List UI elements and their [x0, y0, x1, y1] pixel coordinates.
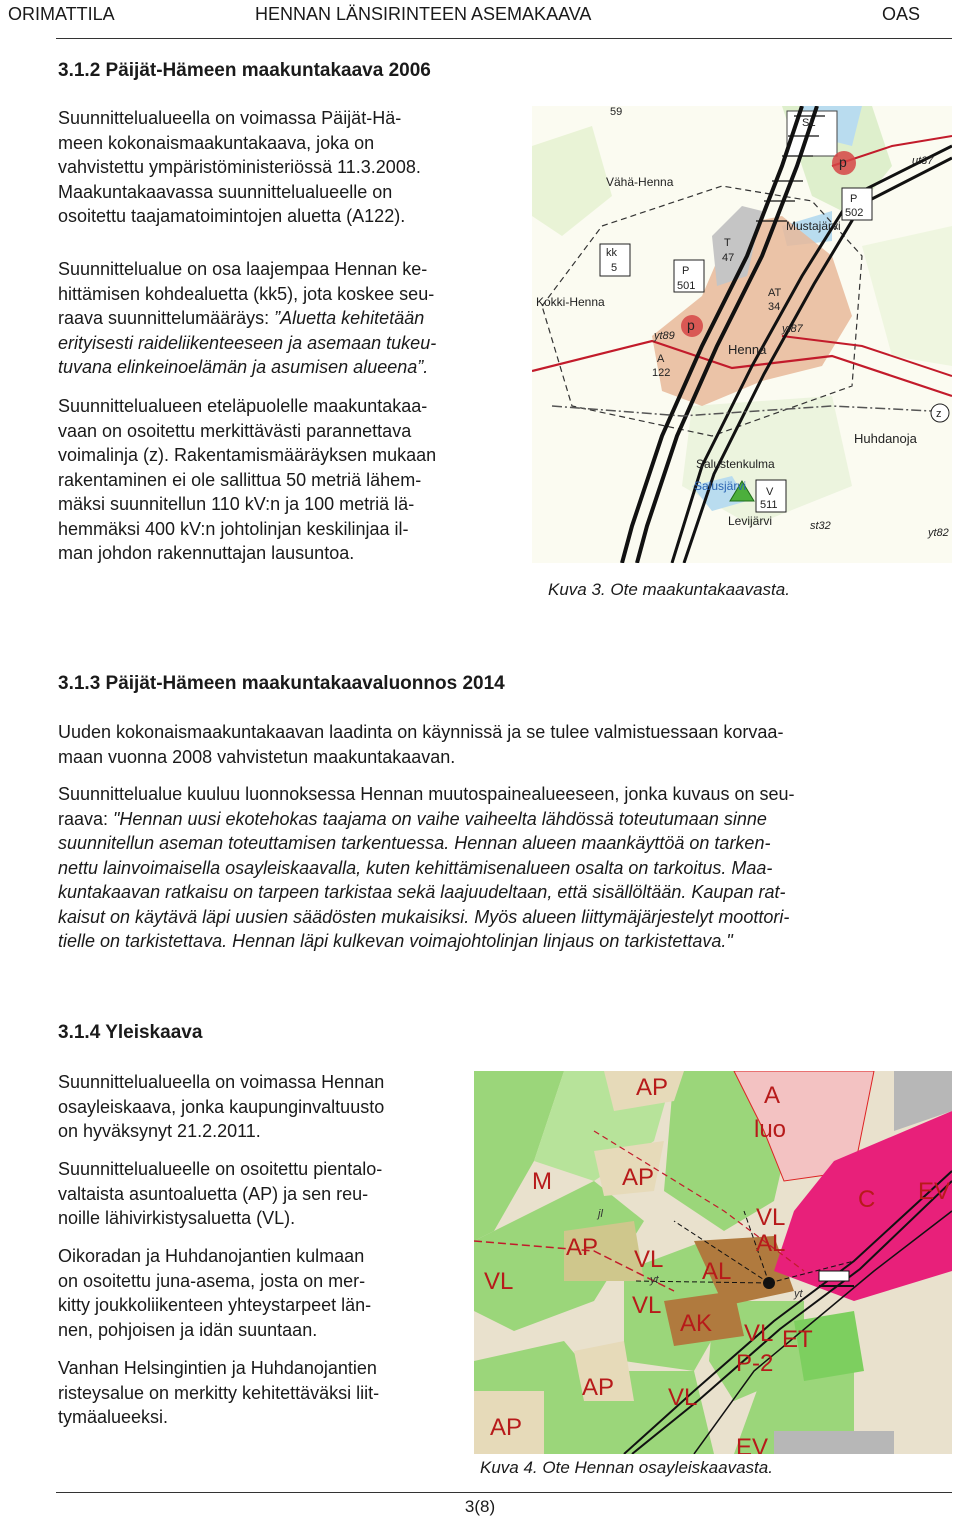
text-line: [58, 856, 948, 881]
map-label-salusjarvi: Salusjärvi: [694, 479, 747, 493]
text-line: valtaista asuntoaluetta (AP) ja sen reu-: [58, 1183, 369, 1204]
italic-quote: ”Aluetta kehitetään: [274, 308, 425, 328]
text-line: man johdon rakennuttajan lausuntoa.: [58, 543, 355, 563]
map-label-yt87: yt87: [782, 323, 803, 335]
map-label-at34: 34: [768, 301, 781, 313]
map-label-vaha-henna: Vähä-Henna: [606, 175, 674, 189]
text-line: nen, pohjoisen ja idän suuntaan.: [58, 1319, 318, 1340]
map2-label-ap-1: AP: [636, 1074, 669, 1101]
map-label-t: T: [724, 237, 731, 249]
text-line: risteysalue on merkitty kehitettäväksi liit-: [58, 1382, 380, 1403]
paragraph-s1-p1: [58, 106, 528, 229]
map-label-mustajarvi: Mustajärvi: [786, 219, 841, 233]
map-label-huhdanoja: Huhdanoja: [854, 431, 917, 446]
footer-rule: [56, 1492, 952, 1493]
header-plan-title: HENNAN LÄNSIRINTEEN ASEMAKAAVA: [255, 4, 592, 24]
italic-quote: suunnitellun aseman toteuttamisen tarkentuessa. Hennan alueen maankäyttöä on tarken-: [58, 833, 771, 853]
section-heading-3-1-3: 3.1.3 Päijät-Hämeen maakuntakaavaluonnos 2014: [58, 673, 505, 694]
text-line: hemmäksi 400 kV:n johtolinjan keskilinjaa il-: [58, 518, 409, 539]
map-label-59: 59: [610, 106, 623, 118]
map2-label-ap-2: AP: [622, 1164, 655, 1191]
text-line: vaan on osoitettu merkittävästi parannettava: [58, 420, 412, 441]
text-line: tymäalueeksi.: [58, 1407, 169, 1427]
text-span: raava:: [58, 808, 114, 829]
text-line: Suunnittelualueelle on osoitettu pientalo-: [58, 1159, 383, 1179]
paragraph-s2-p1: [58, 720, 948, 769]
page-header: [0, 0, 960, 40]
map2-label-yt-2: yt: [794, 1288, 803, 1300]
text-span: Suunnittelualue kuuluu luonnoksessa Hennan muutospainealueeseen, jonka kuvaus on seu-: [58, 784, 795, 804]
header-rule: [56, 38, 952, 39]
map2-label-ak: AK: [680, 1310, 713, 1337]
text-line: on osoitettu juna-asema, josta on mer-: [58, 1270, 366, 1291]
map2-label-luo: luo: [754, 1116, 787, 1143]
map2-label-c: C: [858, 1186, 876, 1213]
text-line: rakentaminen ei ole sallittua 50 metriä lähem-: [58, 469, 422, 490]
section-heading-3-1-4: 3.1.4 Yleiskaava: [58, 1022, 203, 1043]
header-doc-type: OAS: [882, 4, 921, 24]
map2-label-al-1: AL: [702, 1258, 732, 1285]
map2-label-jl: jl: [598, 1208, 603, 1220]
map-label-yt82: yt82: [928, 527, 949, 539]
text-line: vahvistettu ympäristöministeriössä 11.3.2008.: [58, 157, 421, 177]
text-line: Suunnittelualueella on voimassa Hennan: [58, 1072, 385, 1092]
text-line: voimalinja (z). Rakentamismääräyksen mukaan: [58, 445, 437, 465]
map-label-p-north: p: [839, 154, 847, 170]
text-line: [58, 807, 948, 832]
text-line: Maakuntakaavassa suunnittelualueelle on: [58, 181, 393, 202]
map2-label-et: ET: [782, 1326, 813, 1353]
map-label-a122: 122: [652, 367, 671, 379]
master-plan-map: [474, 1071, 952, 1454]
text-line: [58, 905, 948, 930]
text-span: raava suunnittelumääräys:: [58, 308, 275, 328]
map-label-t47: 47: [722, 252, 735, 264]
regional-plan-map: [532, 106, 952, 563]
map-label-p501-number: 501: [677, 280, 696, 292]
map-label-p502-number: 502: [845, 207, 864, 219]
text-line: [58, 782, 948, 807]
paragraph-s3-p3: [58, 1244, 468, 1342]
text-line: [58, 355, 528, 380]
figure-caption-4: Kuva 4. Ote Hennan osayleiskaavasta.: [480, 1458, 773, 1477]
text-line: noille lähivirkistysaluetta (VL).: [58, 1208, 296, 1228]
text-line: [58, 306, 528, 331]
map-label-p502-letter: P: [850, 193, 858, 205]
map-label-ut37: ut37: [912, 155, 934, 167]
map-label-kokki-henna: Kokki-Henna: [536, 295, 605, 309]
italic-quote: tuvana elinkeinoelämän ja asumisen alueena”.: [58, 357, 429, 377]
text-line: kitty joukkoliikenteen yhteystarpeet län-: [58, 1295, 372, 1315]
map-label-p-station: p: [687, 317, 695, 333]
map-label-v: V: [766, 486, 774, 498]
figure-caption-3: Kuva 3. Ote maakuntakaavasta.: [548, 580, 790, 599]
text-line: Suunnittelualueen eteläpuolelle maakuntakaa-: [58, 396, 428, 416]
map2-label-vl-3: VL: [484, 1268, 514, 1295]
text-line: osayleiskaava, jonka kaupunginvaltuusto: [58, 1096, 385, 1117]
map2-label-ap-3: AP: [566, 1234, 599, 1261]
map-label-st32: st32: [810, 520, 831, 532]
section-heading-3-1-2: 3.1.2 Päijät-Hämeen maakuntakaava 2006: [58, 60, 431, 81]
map2-label-vl-2: VL: [634, 1246, 664, 1273]
italic-quote: nettu lainvoimaisella osayleiskaavalla, kuten kehittämisenalueen osalta on tarkoitus. Maa-: [58, 857, 773, 878]
map-label-z: z: [936, 408, 942, 420]
text-line: [58, 257, 528, 282]
italic-quote: "Hennan uusi ekotehokas taajama on vaihe vaiheelta lähdössä toteutumaan sinne: [113, 808, 767, 829]
map2-label-vl-6: VL: [668, 1384, 698, 1411]
text-line: [58, 331, 528, 356]
map-label-v511: 511: [760, 499, 778, 511]
map2-label-al-2: AL: [756, 1230, 786, 1257]
italic-quote: kuntakaavan ratkaisu on tarpeen tarkistaa sekä laajuudeltaan, että sisällöltään. Kaupan rat-: [58, 882, 786, 902]
header-municipality: ORIMATTILA: [8, 4, 115, 24]
map2-label-m: M: [532, 1168, 552, 1195]
map2-label-yt-1: yt: [650, 1274, 659, 1286]
map2-label-vl-1: VL: [756, 1204, 786, 1231]
paragraph-s3-p2: [58, 1157, 468, 1231]
paragraph-s3-p1: [58, 1070, 468, 1144]
text-line: maan vuonna 2008 vahvistetun maakuntakaavan.: [58, 746, 456, 767]
map2-label-ap-4: AP: [582, 1374, 615, 1401]
text-line: Oikoradan ja Huhdanojantien kulmaan: [58, 1246, 365, 1266]
text-line: Suunnittelualueella on voimassa Päijät-Hä-: [58, 108, 402, 128]
italic-quote: kaisut on käytävä läpi uusien säädösten mukaisiksi. Myös alueen liittymäjärjestelyt moottori-: [58, 906, 790, 927]
map-label-yt89: yt89: [654, 330, 675, 342]
text-line: [58, 929, 948, 954]
map-label-sl: SL: [802, 117, 816, 129]
text-line: Vanhan Helsingintien ja Huhdanojantien: [58, 1358, 377, 1378]
text-line: [58, 880, 948, 905]
map-label-kk: kk: [606, 247, 617, 259]
text-span: Suunnittelualue on osa laajempaa Hennan ke-: [58, 259, 428, 279]
map-label-at: AT: [768, 287, 782, 299]
paragraph-s1-p2: [58, 257, 528, 380]
text-line: [58, 831, 948, 856]
map-label-kk5: 5: [611, 262, 618, 274]
map-label-henna: Henna: [728, 342, 767, 357]
map2-label-vl-5: VL: [744, 1320, 774, 1347]
map-label-levijarvi: Levijärvi: [728, 514, 773, 528]
paragraph-s3-p4: [58, 1356, 468, 1430]
paragraph-s1-p3: [58, 394, 528, 566]
map2-label-ev-1: EV: [918, 1178, 951, 1205]
map2-label-a: A: [764, 1082, 781, 1109]
page-number: 3(8): [464, 1497, 496, 1516]
italic-quote: erityisesti raideliikenteeseen ja asemaan tukeu-: [58, 332, 437, 353]
map2-label-ap-5: AP: [490, 1414, 523, 1441]
text-line: osoitettu taajamatoimintojen aluetta (A122).: [58, 206, 406, 226]
map-label-a: A: [657, 353, 665, 365]
text-line: meen kokonaismaakuntakaava, joka on: [58, 132, 375, 153]
text-line: Uuden kokonaismaakuntakaavan laadinta on käynnissä ja se tulee valmistuessaan korvaa-: [58, 722, 784, 742]
text-line: [58, 282, 528, 307]
map-label-p501-letter: P: [682, 265, 690, 277]
italic-quote: tielle on tarkistettava. Hennan läpi kulkevan voimajohtolinjan linjaus on tarkistettava.": [58, 931, 733, 951]
map2-label-ev-2: EV: [736, 1434, 769, 1454]
paragraph-s2-p2: [58, 782, 948, 954]
text-line: on hyväksynyt 21.2.2011.: [58, 1121, 261, 1141]
map2-label-vl-4: VL: [632, 1292, 662, 1319]
text-line: mäksi suunnitellun 110 kV:n ja 100 metriä lä-: [58, 494, 415, 514]
map2-label-p-2: P-2: [736, 1350, 774, 1377]
map-label-salustenkulma: Salustenkulma: [696, 457, 775, 471]
text-span: hittämisen kohdealuetta (kk5), jota koskee seu-: [58, 283, 435, 304]
